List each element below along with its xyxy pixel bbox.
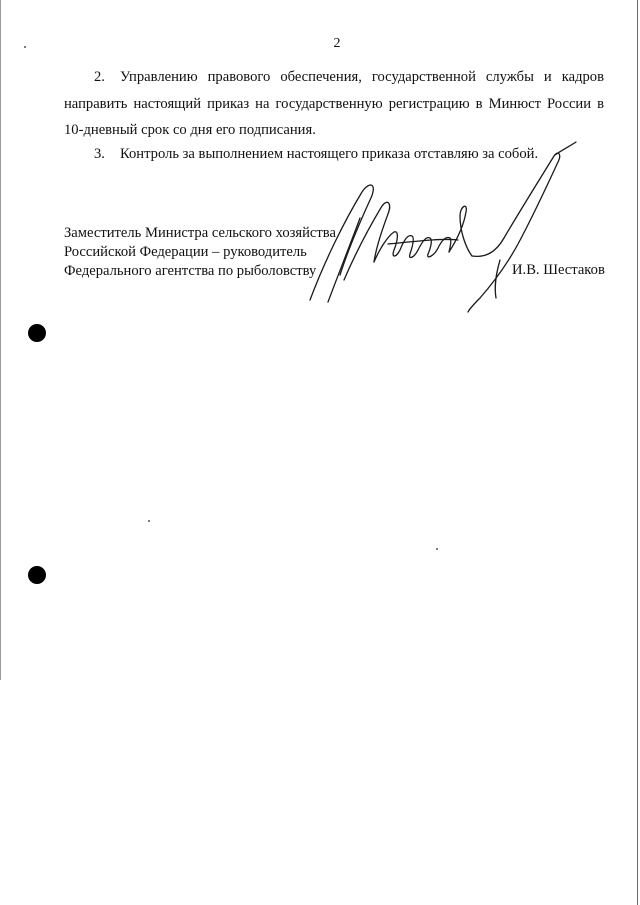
signatory-title [64, 224, 336, 281]
page-edge-left [0, 0, 1, 680]
paragraph-3-text: Контроль за выполнением настоящего приказа отставляю за собой. [120, 146, 539, 162]
signatory-title-line-2: Российской Федерации – руководитель [64, 244, 307, 260]
signatory-title-line-1: Заместитель Министра сельского хозяйства [64, 225, 336, 241]
paragraph-2 [64, 64, 604, 144]
paragraph-2-text: Управлению правового обеспечения, государственной службы и кадров направить настоящий приказ на государственную регистрацию в Минюст России в 10-дневный срок со дня его подписания. [64, 69, 604, 138]
page-number: 2 [333, 36, 341, 51]
handwritten-signature [300, 140, 620, 320]
scan-speck [436, 548, 438, 550]
paragraph-3-number: 3. [94, 146, 105, 162]
signer-name: И.В. Шестаков [512, 262, 605, 278]
binder-hole-top [28, 324, 46, 342]
scan-speck [148, 520, 150, 522]
signatory-title-line-3: Федерального агентства по рыболовству [64, 263, 317, 279]
scan-speck [24, 46, 26, 48]
binder-hole-bottom [28, 566, 46, 584]
paragraph-2-number: 2. [94, 69, 105, 85]
page-edge-right [637, 0, 638, 905]
